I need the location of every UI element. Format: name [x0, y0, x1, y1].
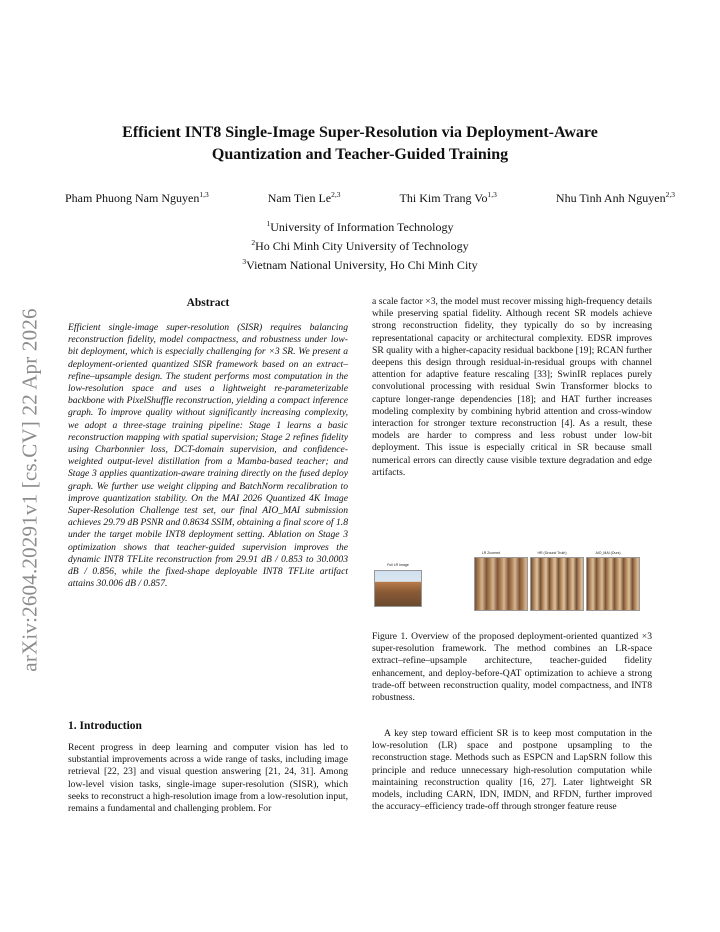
- figure-label: Full LR Image: [387, 563, 409, 567]
- abstract-body: Efficient single-image super-resolution (SISR) requires balancing reconstruction fidelity, model compactness, and robustness under low-bit deployment, which is especially challenging for ×3 SR. We present a deployment-oriented quantized SISR framework based on an extract–refine–upsample design. The student performs most computation in the low-resolution space and uses a lightweight re-parameterizable backbone with PixelShuffle reconstruction, yielding a compact inference graph. To improve quality without significantly increasing complexity, we adopt a three-stage training pipeline: Stage 1 learns a basic reconstruction mapping with spatial supervision; Stage 2 refines fidelity using Charbonnier loss, DCT-domain supervision, and confidence-weighted output-level distillation from a Mamba-based teacher; and Stage 3 applies quantization-aware training directly on the fused deploy graph. We further use weight clipping and BatchNorm recalibration to improve quantization stability. On the MAI 2026 Quantized 4K Image Super-Resolution Challenge test set, our final AIO_MAI submission achieves 29.79 dB PSNR and 0.8634 SSIM, obtaining a final score of 1.8 under the target mobile INT8 deployment setting. Ablation on Stage 3 optimization shows that teacher-guided supervision improves the dynamic INT8 TFLite reconstruction from 29.91 dB / 0.853 to 30.0003 dB / 0.856, while the fixed-shape deployable INT8 TFLite artifact attains 30.006 dB / 0.857.: [68, 322, 348, 590]
- right-column-paragraph: A key step toward efficient SR is to keep most computation in the low-resolution (LR) space and postpone upsampling to the reconstruction stage. Methods such as ESPCN and LapSRN follow this principle and reduce unnecessary high-resolution computation while maintaining reconstruction quality [16, 27]. Later lightweight SR models, including CARN, IDN, IMDN, and RFDN, further improved the accuracy–efficiency trade-off through stronger feature reuse: [372, 728, 652, 813]
- figure-caption: Figure 1. Overview of the proposed deployment-oriented quantized ×3 super-resolution framework. The method combines an LR-space extract–refine–upsample architecture, teacher-guided fidelity enhancement, and deploy-before-QAT optimization to achieve a strong trade-off between reconstruction quality, model compactness, and INT8 robustness.: [372, 631, 652, 704]
- title-line-2: Quantization and Teacher-Guided Training: [211, 146, 509, 163]
- introduction-heading: 1. Introduction: [68, 720, 142, 732]
- title-line-1: Efficient INT8 Single-Image Super-Resolution via Deployment-Aware: [122, 124, 598, 141]
- affiliation: $^3$Vietnam National University, Ho Chi Minh City: [242, 257, 478, 272]
- lr-zoomed-image: [474, 557, 528, 611]
- figure-1: [372, 551, 652, 613]
- affiliation: $^1$University of Information Technology: [266, 219, 454, 234]
- hr-ground-truth-image: [530, 557, 584, 611]
- affiliation: $^2$Ho Chi Minh City University of Technology: [251, 238, 469, 253]
- paper-title: [80, 122, 640, 166]
- author: Nhu Tinh Anh Nguyen$^{2,3}$: [555, 190, 675, 205]
- introduction-paragraph: Recent progress in deep learning and computer vision has led to substantial improvements across a wide range of tasks, including image retrieval [22, 23] and visual question answering [21, 24, 31]. Among low-level vision tasks, single-image super-resolution (SISR), which seeks to reconstruct a high-resolution image from a low-resolution input, remains a fundamental and challenging problem. For: [68, 742, 348, 815]
- author-list: [65, 190, 675, 206]
- aio-mai-output-image: [586, 557, 640, 611]
- affiliations: [160, 216, 560, 273]
- arxiv-stamp-text: arXiv:2604.20291v1 [cs.CV] 22 Apr 2026: [17, 308, 42, 672]
- right-column-paragraph: a scale factor ×3, the model must recover missing high-frequency details while preserving spatial fidelity. Although recent SR models achieve strong reconstruction fidelity, they typically do so by increasing representational capacity or architectural complexity. EDSR improves SR quality with a higher-capacity residual backbone [19]; RCAN further deepens this design through residual-in-residual groups with channel attention for adaptive feature rescaling [33]; SwinIR replaces purely convolutional processing with residual Swin Transformer blocks to capture longer-range dependencies [18]; and HAT further increases modeling complexity by combining hybrid attention and cross-window interaction for stronger texture reconstruction [4]. As a result, these models are harder to compress and less robust under low-bit deployment. This issue is especially critical in SR because small numerical errors can directly cause visible texture degradation and edge artifacts.: [372, 296, 652, 478]
- author: Nam Tien Le$^{2,3}$: [267, 190, 341, 205]
- figure-label: AIO_MAI (Ours): [595, 551, 621, 555]
- author: Pham Phuong Nam Nguyen$^{1,3}$: [65, 190, 209, 205]
- author: Thi Kim Trang Vo$^{1,3}$: [399, 190, 497, 205]
- figure-label: HR (Ground Truth): [537, 551, 567, 555]
- arxiv-stamp: [10, 300, 50, 680]
- abstract-heading: Abstract: [186, 297, 230, 309]
- full-lr-image: [374, 570, 422, 607]
- figure-label: LR Zoomed: [481, 551, 501, 555]
